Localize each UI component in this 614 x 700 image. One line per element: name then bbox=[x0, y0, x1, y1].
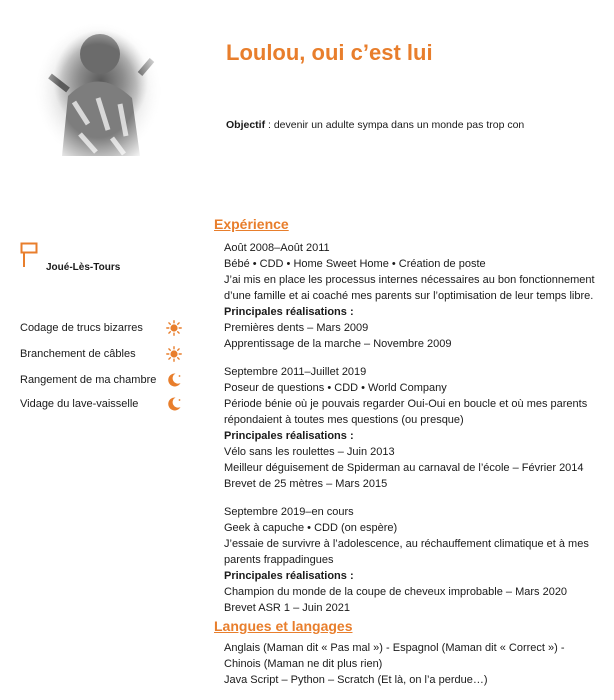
sun-icon bbox=[166, 320, 182, 336]
sun-icon bbox=[166, 346, 182, 362]
job-description: J’ai mis en place les processus internes nécessaires au bon fonctionnement d’une famille et ai coaché mes parents sur l’optimisation de leur temps libre. bbox=[224, 274, 595, 302]
location bbox=[20, 242, 160, 282]
achievement-item: Brevet de 25 mètres – Mars 2015 bbox=[224, 478, 388, 490]
skill-item bbox=[20, 346, 190, 372]
achievement-item: Premières dents – Mars 2009 bbox=[224, 322, 369, 334]
objective-label: Objectif bbox=[226, 119, 266, 131]
achievement-item: Meilleur déguisement de Spiderman au carnaval de l’école – Février 2014 bbox=[224, 462, 584, 474]
job-entry bbox=[224, 240, 604, 352]
achievement-item: Brevet ASR 1 – Juin 2021 bbox=[224, 602, 350, 614]
skill-label: Vidage du lave-vaisselle bbox=[20, 398, 139, 410]
objective bbox=[226, 119, 524, 131]
page-title: Loulou, oui c’est lui bbox=[226, 40, 433, 65]
experience-list bbox=[224, 240, 604, 628]
job-position: Geek à capuche • CDD (on espère) bbox=[224, 522, 398, 534]
job-description: J’essaie de survivre à l’adolescence, au réchauffement climatique et à mes parents frappadingues bbox=[224, 538, 589, 566]
languages-line: Anglais (Maman dit « Pas mal ») - Espagnol (Maman dit « Correct ») - Chinois (Maman ne dit plus rien) bbox=[224, 642, 565, 670]
job-position: Poseur de questions • CDD • World Company bbox=[224, 382, 447, 394]
job-description: Période bénie où je pouvais regarder Oui-Oui en boucle et où mes parents répondaient à toutes mes questions (ou presque) bbox=[224, 398, 588, 426]
skills-list bbox=[20, 320, 190, 420]
skill-item bbox=[20, 372, 190, 396]
achievements-label: Principales réalisations : bbox=[224, 306, 354, 318]
achievement-item: Vélo sans les roulettes – Juin 2013 bbox=[224, 446, 395, 458]
skill-label: Rangement de ma chambre bbox=[20, 374, 157, 386]
achievement-item: Apprentissage de la marche – Novembre 2009 bbox=[224, 338, 452, 350]
job-entry bbox=[224, 364, 604, 492]
objective-text: : devenir un adulte sympa dans un monde pas trop con bbox=[265, 119, 525, 131]
skill-item bbox=[20, 396, 190, 420]
achievements-label: Principales réalisations : bbox=[224, 430, 354, 442]
languages-list bbox=[224, 640, 604, 688]
city-name: Joué-Lès-Tours bbox=[46, 262, 121, 273]
moon-icon bbox=[166, 372, 182, 388]
section-title-languages: Langues et langages bbox=[214, 618, 353, 634]
skill-label: Codage de trucs bizarres bbox=[20, 322, 143, 334]
skill-label: Branchement de câbles bbox=[20, 348, 136, 360]
child-photo-illustration bbox=[28, 6, 168, 176]
job-position: Bébé • CDD • Home Sweet Home • Création de poste bbox=[224, 258, 486, 270]
languages-line: Java Script – Python – Scratch (Et là, on l’a perdue…) bbox=[224, 674, 488, 686]
achievement-item: Champion du monde de la coupe de cheveux improbable – Mars 2020 bbox=[224, 586, 568, 598]
job-dates: Septembre 2011–Juillet 2019 bbox=[224, 366, 367, 378]
achievements-label: Principales réalisations : bbox=[224, 570, 354, 582]
job-dates: Septembre 2019–en cours bbox=[224, 506, 354, 518]
signpost-icon bbox=[20, 242, 38, 268]
job-entry bbox=[224, 504, 604, 616]
moon-icon bbox=[166, 396, 182, 412]
skill-item bbox=[20, 320, 190, 346]
job-dates: Août 2008–Août 2011 bbox=[224, 242, 330, 254]
section-title-experience: Expérience bbox=[214, 216, 289, 232]
profile-photo bbox=[28, 6, 168, 176]
